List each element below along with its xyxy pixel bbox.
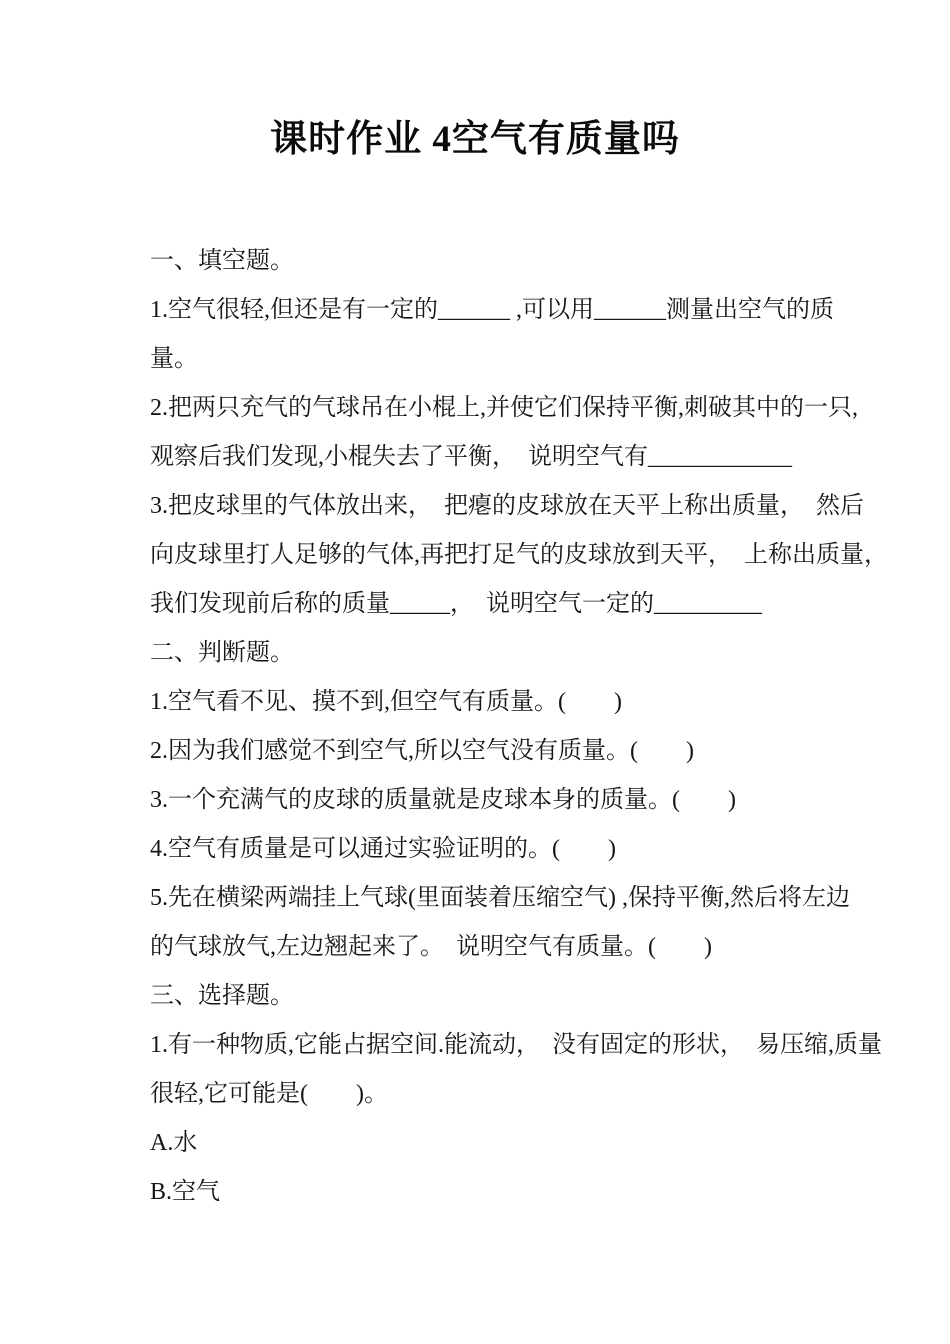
q1-2-line-2: 观察后我们发现,小棍失去了平衡， 说明空气有____________: [150, 444, 792, 470]
q2-5-line-2: 的气球放气,左边翘起来了。 说明空气有质量。( ): [150, 934, 712, 960]
q1-3-line-1: 3.把皮球里的气体放出来， 把瘪的皮球放在天平上称出质量， 然后: [150, 493, 864, 519]
q1-2-line-1: 2.把两只充气的气球吊在小棍上,并使它们保持平衡,刺破其中的一只,: [150, 395, 858, 421]
q2-1: 1.空气看不见、摸不到,但空气有质量。( ): [150, 689, 622, 715]
document-body: [150, 237, 920, 1217]
q2-3: 3.一个充满气的皮球的质量就是皮球本身的质量。( ): [150, 787, 736, 813]
q1-1-line-2: 量。: [150, 346, 198, 372]
q1-3-line-2: 向皮球里打人足够的气体,再把打足气的皮球放到天平， 上称出质量，: [150, 542, 888, 568]
section-1-heading: 一、填空题。: [150, 248, 294, 274]
q2-5-line-1: 5.先在横梁两端挂上气球(里面装着压缩空气) ,保持平衡,然后将左边: [150, 885, 850, 911]
q1-1-line-1: 1.空气很轻,但还是有一定的______ ,可以用______测量出空气的质: [150, 297, 834, 323]
section-3-heading: 三、选择题。: [150, 983, 294, 1009]
section-2-heading: 二、判断题。: [150, 640, 294, 666]
document-title: 课时作业 4空气有质量吗: [270, 119, 680, 160]
q1-3-line-3: 我们发现前后称的质量_____， 说明空气一定的_________: [150, 591, 762, 617]
q3-1-option-b: B.空气: [150, 1179, 221, 1205]
q2-4: 4.空气有质量是可以通过实验证明的。( ): [150, 836, 616, 862]
q3-1-line-2: 很轻,它可能是( )。: [150, 1081, 388, 1107]
q3-1-option-a: A.水: [150, 1130, 198, 1156]
q3-1-line-1: 1.有一种物质,它能占据空间.能流动， 没有固定的形状， 易压缩,质量: [150, 1032, 882, 1058]
q2-2: 2.因为我们感觉不到空气,所以空气没有质量。( ): [150, 738, 694, 764]
